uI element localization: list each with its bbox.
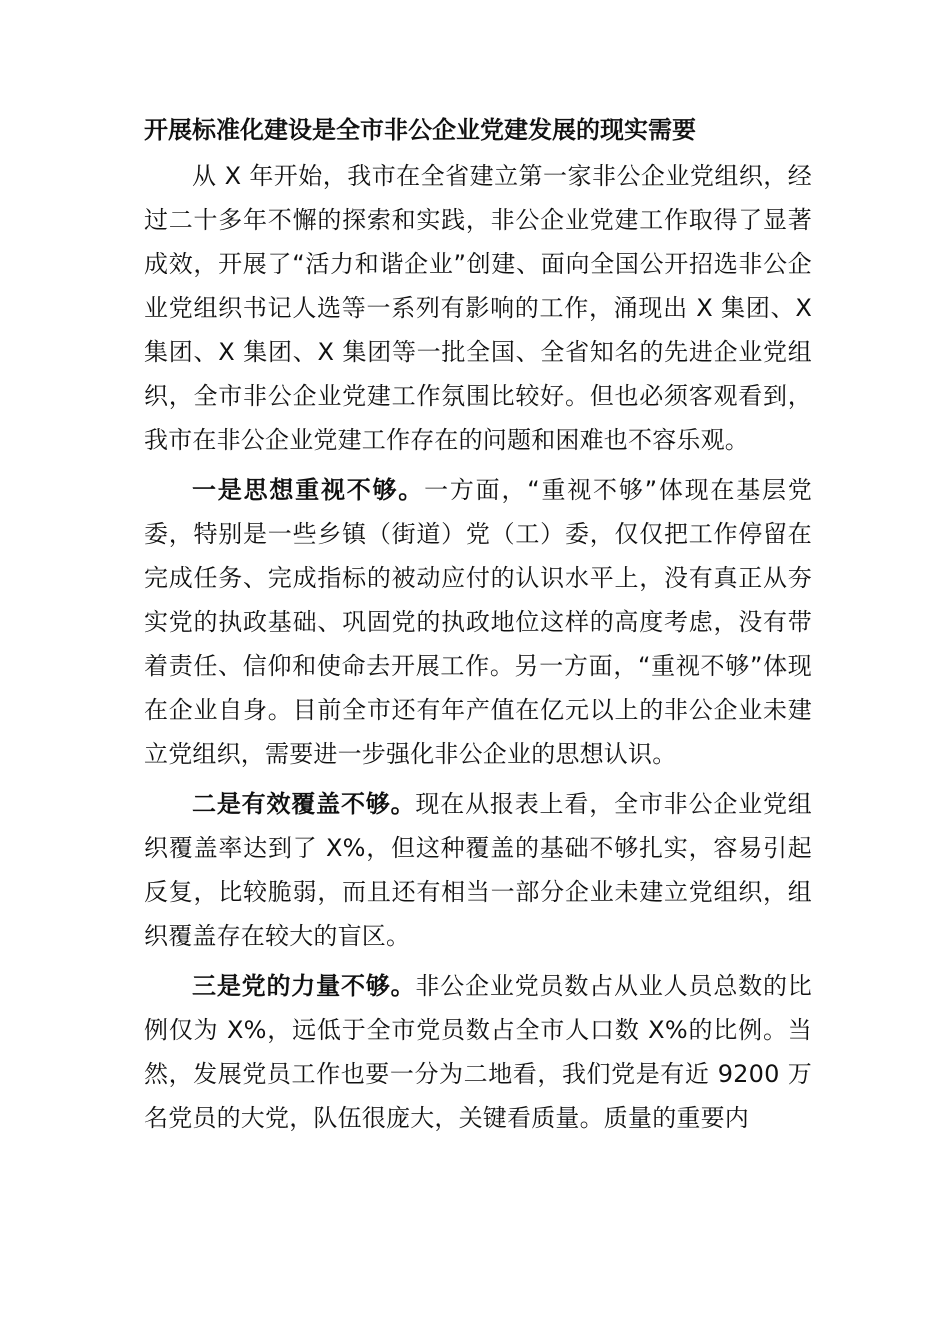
paragraph-lead: 三是党的力量不够。	[192, 972, 416, 1000]
paragraph-intro	[144, 154, 812, 462]
paragraph-text: 现在从报表上看，全市非公企业党组织覆盖率达到了 X%，但这种覆盖的基础不够扎实，容易引起反复，比较脆弱，而且还有相当一部分企业未建立党组织，组织覆盖存在较大的盲区。	[144, 790, 812, 950]
paragraph-text: 一方面，“重视不够”体现在基层党委，特别是一些乡镇（街道）党（工）委，仅仅把工作停留在完成任务、完成指标的被动应付的认识水平上，没有真正从夯实党的执政基础、巩固党的执政地位这样的高度考虑，没有带着责任、信仰和使命去开展工作。另一方面，“重视不够”体现在企业自身。目前全市还有年产值在亿元以上的非公企业未建立党组织，需要进一步强化非公企业的思想认识。	[144, 476, 812, 768]
paragraph-lead: 二是有效覆盖不够。	[192, 790, 416, 818]
document-body	[144, 112, 812, 1146]
paragraph-lead: 一是思想重视不够。	[192, 476, 425, 504]
paragraph-text: 从 X 年开始，我市在全省建立第一家非公企业党组织，经过二十多年不懈的探索和实践，非公企业党建工作取得了显著成效，开展了“活力和谐企业”创建、面向全国公开招选非公企业党组织书记人选等一系列有影响的工作，涌现出 X 集团、X 集团、X 集团、X 集团等一批全国、全省知名的先进企业党组织，全市非公企业党建工作氛围比较好。但也必须客观看到，我市在非公企业党建工作存在的问题和困难也不容乐观。	[144, 162, 812, 454]
paragraph-text: 非公企业党员数占从业人员总数的比例仅为 X%，远低于全市党员数占全市人口数 X%的比例。当然，发展党员工作也要一分为二地看，我们党是有近 9200 万名党员的大党，队伍很庞大，关键看质量。质量的重要内	[144, 972, 812, 1132]
paragraph-point-1	[144, 468, 812, 776]
section-heading: 开展标准化建设是全市非公企业党建发展的现实需要	[144, 116, 696, 144]
paragraph-point-3	[144, 964, 812, 1140]
paragraph-point-2	[144, 782, 812, 958]
